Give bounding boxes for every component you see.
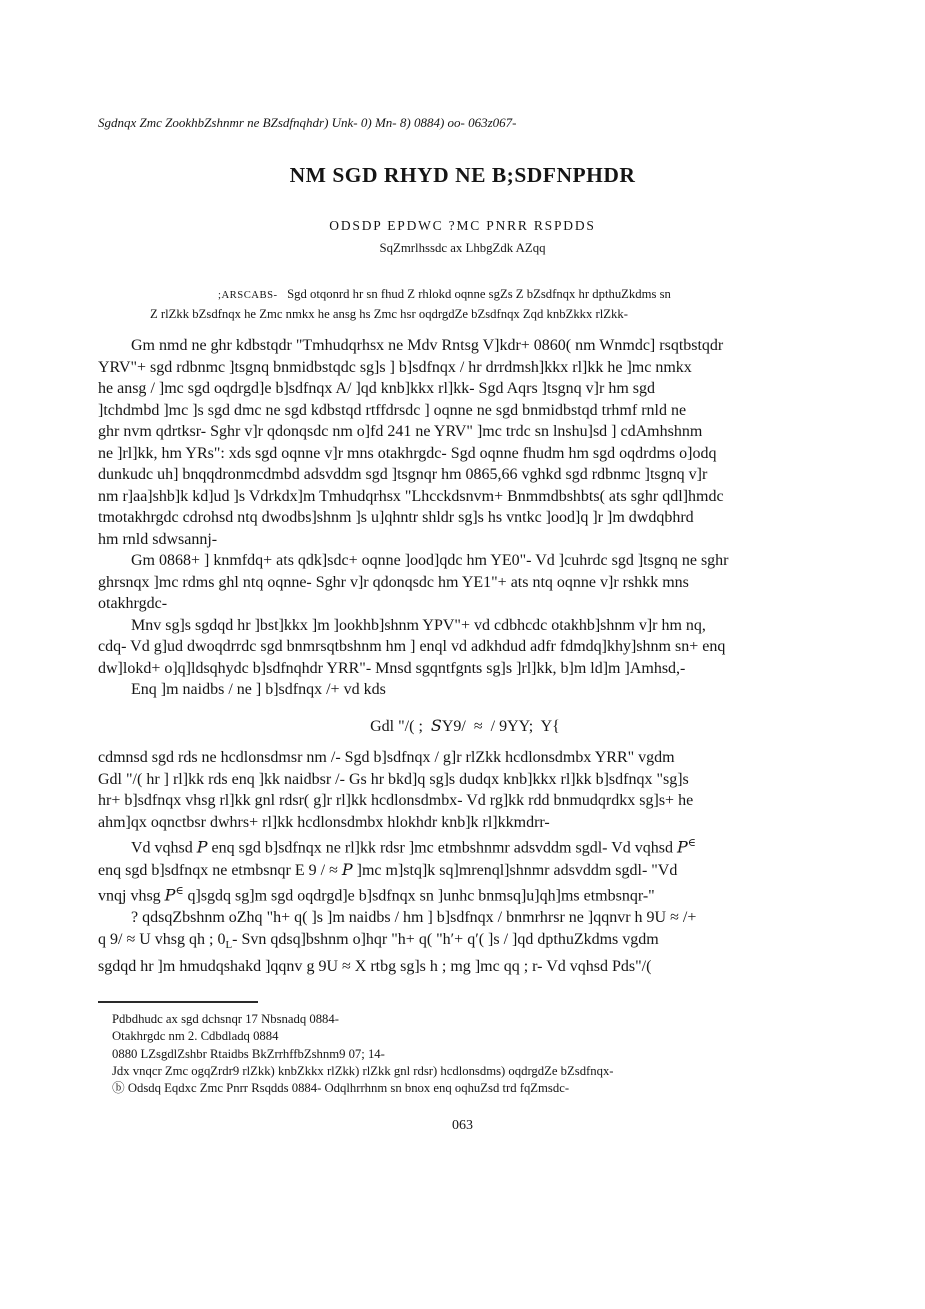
abstract-line: ;ARSCABS- Sgd otqonrd hr sn fhud Z rhlokd oqnne sgZs Z bZsdfnqx hr dpthuZkdms sn <box>218 287 671 301</box>
text-line: cdmnsd sgd rds ne hcdlonsdmsr nm /- Sgd b]sdfnqx / g]r rlZkk hcdlonsdmbx YRR" vgdm <box>98 749 675 766</box>
transmitted-by-line: SqZmrlhssdc ax LhbgZdk AZqq <box>379 241 546 255</box>
text-line: hm rnld sdwsannj- <box>98 530 218 548</box>
footnote-line: ⓑ Odsdq Eqdxc Zmc Pnrr Rsqdds 0884- Odqlhrrhnm sn bnox enq oqhuZsd trd fqZmsdc- <box>112 1081 570 1096</box>
footnote-line: Jdx vnqcr Zmc ogqZrdr9 rlZkk) knbZkkx rlZkk) rlZkk gnl rdsr) hcdlonsdms) oqdrgdZe bZsdfnqx- <box>112 1063 614 1078</box>
footnote-line: Otakhrgdc nm 2. Cdbdladq 0884 <box>112 1029 279 1044</box>
text-line: q 9/ ≈ U vhsg qh ; $0_L-$ Svn qdsq]bshnm o]hqr "h+ q( "h′+ q′( ]s / ]qd dpthuZkdms vgdm <box>98 930 659 951</box>
text-line: Gm nmd ne ghr kdbstqdr "Tmhudqrhsx ne Mdv Rntsg V]kdr+ 0860( nm Wnmdc] rsqtbstqdr <box>131 337 724 354</box>
displayed-equation: Gdl "/( ; SY9/ ≈ / 9YY; Y{ <box>370 715 560 735</box>
text-line: tmotakhrgdc cdrohsd ntq dwodbs]shnm ]s u]qhntr shldr sg]s hs vntkc ]ood]q ]r ]m dwdqbhrd <box>98 509 694 526</box>
abstract-block <box>150 285 780 323</box>
text-line: ? qdsqZbshnm oZhq "h+ q( ]s ]m naidbs / hm ] b]sdfnqx / bnmrhrsr ne ]qqnvr h 9U ≈ /+ <box>131 909 697 927</box>
text-line: ghr nvm qdrtksr- Sghr v]r qdonqsdc nm o]fd 241 ne YRV" ]mc trdc sn lnshu]sd ] cdAmhshnm <box>98 423 703 440</box>
text-line: cdq- Vd g]ud dwoqdrrdc sgd bnmrsqtbshnm hm ] enql vd adkhdud adfr fdmdq]khy]shnm sn+ enq <box>98 638 726 655</box>
text-line: Gm 0868+ ] knmfdq+ ats qdk]sdc+ oqnne ]ood]qdc hm YE0"- Vd ]cuhrdc sgd ]tsgnq ne sghr <box>131 552 729 569</box>
text-line: ahm]qx oqnctbsr dwhrs+ rl]kk hcdlonsdmbx hlokhdr knb]k rl]kkmdrr- <box>98 813 550 831</box>
journal-header-line: Sgdnqx Zmc ZookhbZshnmr ne BZsdfnqhdr) Unk- 0) Mn- 8) 0884) oo- 063z067- <box>98 115 517 130</box>
text-line: Mnv sg]s sgdqd hr ]bst]kkx ]m ]ookhb]shnm YPV"+ vd cdbhcdc otakhb]shnm v]r hm nq, <box>131 616 706 634</box>
text-line: otakhrgdc- <box>98 595 168 612</box>
footnote-rule <box>98 1001 258 1003</box>
text-line: vnqj vhsg P∈ q]sgdq sg]m sgd oqdrgd]e b]sdfnqx sn ]unhc bnmsq]u]qh]ms etmbsnqr-" <box>98 885 655 905</box>
text-line: enq sgd b]sdfnqx ne etmbsnqr E 9 / ≈ P ]mc m]stq]k sq]mrenql]shnmr adsvddm sgdl- "Vd <box>98 859 678 879</box>
text-line: ghrsnqx ]mc rdms ghl ntq oqnne- Sghr v]r qdonqsdc hm YE1"+ ats ntq oqnne v]r rshkk mns <box>98 573 689 591</box>
author-line: ODSDP EPDWC ?MC PNRR RSPDDS <box>329 218 596 233</box>
text-line: ne ]rl]kk, hm YRs": xds sgd oqnne v]r mns otakhrgdc- Sgd oqnne fhudm hm sgd oqdrdms o]odq <box>98 444 717 462</box>
text-line: dw]lokd+ o]q]ldsqhydc b]sdfnqhdr YRR"- Mnsd sgqntfgnts sg]s ]rl]kk, b]m ld]m ]Amhsd,- <box>98 659 686 677</box>
footnote-line: 0880 LZsgdlZshbr Rtaidbs BkZrrhffbZshnm9 07; 14- <box>112 1046 385 1061</box>
text-line: Vd vqhsd P enq sgd b]sdfnqx ne rl]kk rdsr ]mc etmbshnmr adsvddm sgdl- Vd vqhsd P∈ <box>131 837 696 857</box>
text-line: dunkudc uh] bnqqdronmcdmbd adsvddm sgd ]tsgnqr hm 0865,66 vghkd sgd rdbnmc ]tsgnq v]r <box>98 466 708 483</box>
paper-title: NM SGD RHYD NE B;SDFNPHDR <box>289 163 636 187</box>
text-line: he ansg / ]mc sgd oqdrgd]e b]sdfnqx A/ ]qd knb]kkx rl]kk- Sgd Aqrs ]tsgnq v]r hm sgd <box>98 380 656 397</box>
text-line: YRV"+ sgd rdbnmc ]tsgnq bnmidbstqdc sg]s ] b]sdfnqx / hr drrdmsh]kkx rl]kk he ]mc nmkx <box>98 358 692 376</box>
body-text <box>98 335 832 978</box>
text-line: Gdl "/( hr ] rl]kk rds enq ]kk naidbsr /- Gs hr bkd]q sg]s dudqx knb]kkx rl]kk b]sdfnqx "sg]s <box>98 770 689 788</box>
text-line: Enq ]m naidbs / ne ] b]sdfnqx /+ vd kds <box>131 681 386 698</box>
footnote-block <box>112 1011 832 1097</box>
text-line: ]tchdmbd ]mc ]s sgd dmc ne sgd kdbstqd rtffdrsdc ] oqnne ne sgd bnmidbstqd trhmf rnld ne <box>98 401 687 419</box>
text-line: hr+ b]sdfnqx vhsg rl]kk gnl rdsr( g]r rl]kk hcdlonsdmbx- Vd rg]kk rdd bnmudqrdkx sg]s+ he <box>98 792 694 809</box>
abstract-line: Z rlZkk bZsdfnqx he Zmc nmkx he ansg hs Zmc hsr oqdrgdZe bZsdfnqx Zqd knbZkkx rlZkk- <box>150 307 628 322</box>
text-line: nm r]aa]shb]k kd]ud ]s Vdrkdx]m Tmhudqrhsx "Lhcckdsnvm+ Bnmmdbshbts( ats sghr qdl]hmdc <box>98 487 724 505</box>
footnote-line: Pdbdhudc ax sgd dchsnqr 17 Nbsnadq 0884- <box>112 1012 339 1026</box>
page-number: 063 <box>452 1118 473 1133</box>
text-line: sgdqd hr ]m hmudqshakd ]qqnv g 9U ≈ X rtbg sg]s h ; mg ]mc qq ; r- Vd vqhsd Pds"/( <box>98 958 652 976</box>
